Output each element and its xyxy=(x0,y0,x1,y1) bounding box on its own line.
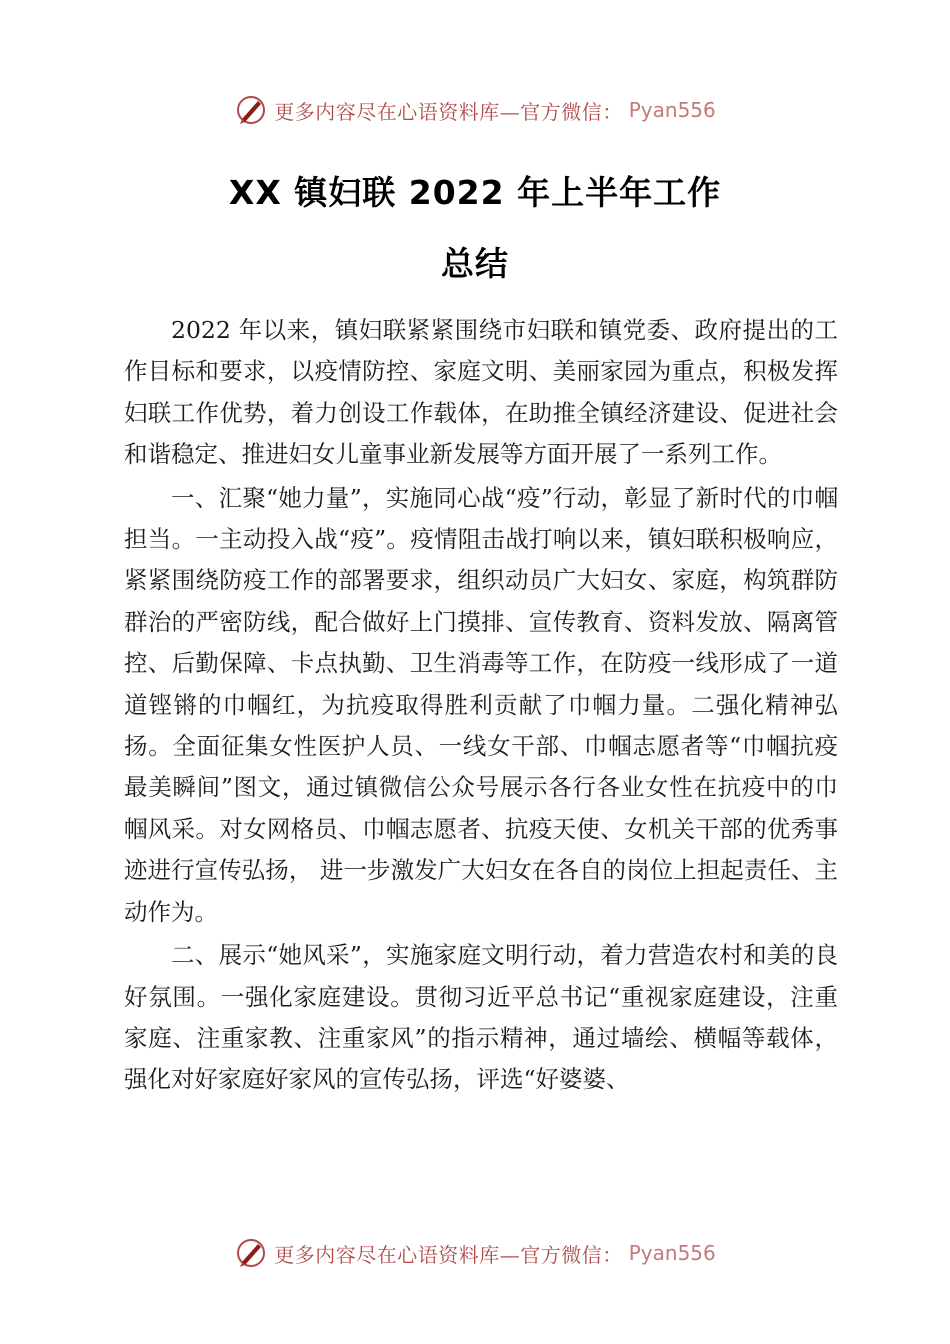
intro-paragraph: 2022 年以来，镇妇联紧紧围绕市妇联和镇党委、政府提出的工作目标和要求，以疫情防控、家庭文明、美丽家园为重点，积极发挥妇联工作优势，着力创设工作载体，在助推全镇经济建设、促进社会和谐稳定、推进妇女儿童事业新发展等方面开展了一系列工作。 xyxy=(124,316,838,469)
banner-wechat-id: Pyan556 xyxy=(628,98,716,122)
footer-banner xyxy=(0,1233,950,1273)
document-title-line2: 总结 xyxy=(441,244,509,283)
pen-logo-icon xyxy=(234,93,268,127)
section-one-paragraph: 一、汇聚“她力量”，实施同心战“疫”行动，彰显了新时代的巾帼担当。一主动投入战“疫”。疫情阻击战打响以来，镇妇联积极响应，紧紧围绕防疫工作的部署要求，组织动员广大妇女、家庭，构筑群防群治的严密防线，配合做好上门摸排、宣传教育、资料发放、隔离管控、后勤保障、卡点执勤、卫生消毒等工作，在防疫一线形成了一道道铿锵的巾帼红，为抗疫取得胜利贡献了巾帼力量。二强化精神弘扬。全面征集女性医护人员、一线女干部、巾帼志愿者等“巾帼抗疫最美瞬间”图文，通过镇微信公众号展示各行各业女性在抗疫中的巾帼风采。对女网格员、巾帼志愿者、抗疫天使、女机关干部的优秀事迹进行宣传弘扬， 进一步激发广大妇女在各自的岗位上担起责任、主动作为。 xyxy=(124,483,838,926)
section-two-paragraph: 二、展示“她风采”，实施家庭文明行动，着力营造农村和美的良好氛围。一强化家庭建设。贯彻习近平总书记“重视家庭建设，注重家庭、注重家教、注重家风”的指示精神，通过墙绘、横幅等载体，强化对好家庭好家风的宣传弘扬，评选“好婆婆、 xyxy=(124,941,838,1094)
header-banner xyxy=(0,90,950,130)
banner-text: 更多内容尽在心语资料库—官方微信： xyxy=(274,1242,623,1267)
pen-logo-icon xyxy=(234,1236,268,1270)
document-body xyxy=(124,310,838,1101)
banner-wechat-id: Pyan556 xyxy=(628,1241,716,1265)
banner-text: 更多内容尽在心语资料库—官方微信： xyxy=(274,99,623,124)
document-title-line1: XX 镇妇联 2022 年上半年工作 xyxy=(228,173,722,212)
